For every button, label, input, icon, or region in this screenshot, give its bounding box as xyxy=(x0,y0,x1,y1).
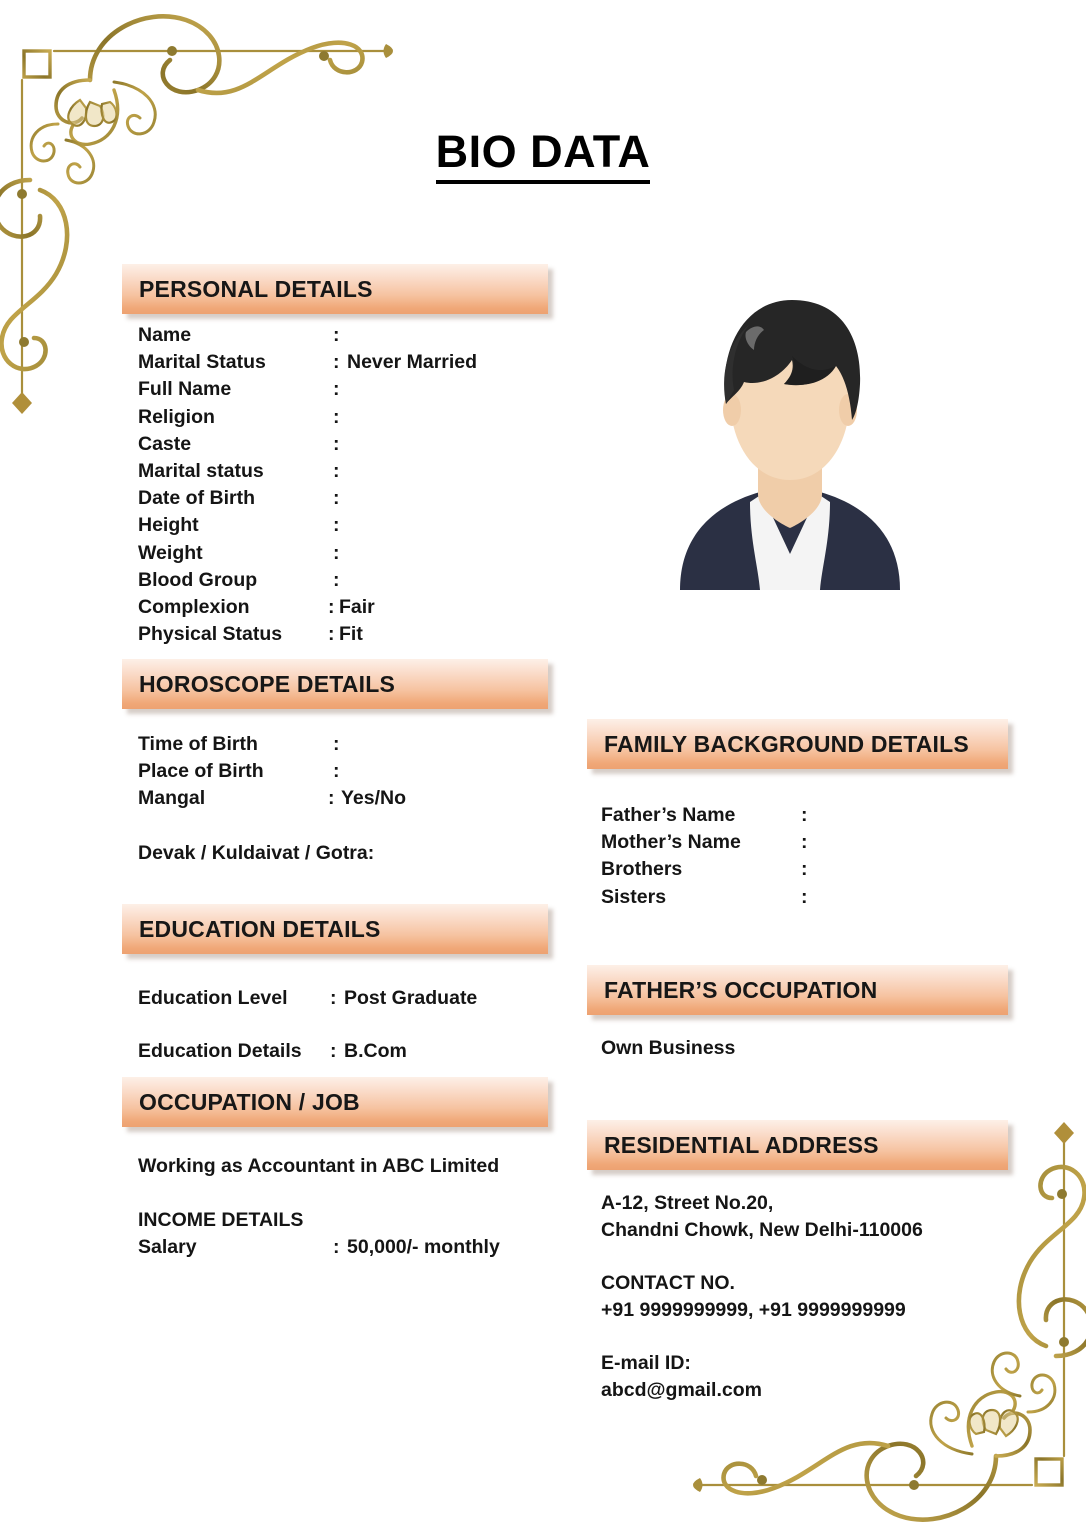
field-separator: : xyxy=(801,885,808,908)
field-label: Physical Status xyxy=(138,623,283,646)
field-row xyxy=(138,512,477,539)
family-background-fields xyxy=(601,802,815,911)
income-details-fields xyxy=(138,1234,500,1261)
field-row xyxy=(138,567,477,594)
field-row xyxy=(138,1234,500,1261)
field-label: Caste xyxy=(138,432,192,455)
email-heading: E-mail ID: xyxy=(601,1352,691,1374)
field-separator: : xyxy=(333,378,340,401)
section-title: OCCUPATION / JOB xyxy=(139,1088,360,1115)
field-label: Date of Birth xyxy=(138,487,255,510)
field-row xyxy=(138,349,477,376)
contact-numbers: +91 9999999999, +91 9999999999 xyxy=(601,1299,906,1321)
address-line-1: A-12, Street No.20, xyxy=(601,1192,774,1214)
contact-heading: CONTACT NO. xyxy=(601,1272,735,1294)
field-separator: : xyxy=(333,568,340,591)
page-title xyxy=(0,126,1086,178)
address-line-2: Chandni Chowk, New Delhi-110006 xyxy=(601,1219,923,1241)
field-value: Fit xyxy=(339,623,363,646)
field-value: Post Graduate xyxy=(344,987,478,1009)
section-title: FATHER’S OCCUPATION xyxy=(604,976,878,1003)
field-separator: : xyxy=(333,324,340,346)
section-header-occupation-job xyxy=(122,1077,548,1127)
education-details-fields xyxy=(138,972,477,1078)
field-label: Education Level xyxy=(138,987,288,1009)
field-row xyxy=(138,322,477,349)
field-row xyxy=(138,1025,477,1078)
field-separator: : xyxy=(801,831,808,854)
field-label: Father’s Name xyxy=(601,804,736,826)
field-row xyxy=(138,758,406,785)
section-header-horoscope-details xyxy=(122,659,548,709)
field-label: Marital Status xyxy=(138,351,266,374)
field-row xyxy=(138,972,477,1025)
field-separator: : xyxy=(328,623,335,646)
field-row xyxy=(138,404,477,431)
section-header-family-background xyxy=(587,719,1008,769)
horoscope-details-fields xyxy=(138,731,406,813)
field-label: Complexion xyxy=(138,596,250,619)
field-separator: : xyxy=(333,460,340,483)
section-header-personal-details xyxy=(122,264,548,314)
field-separator: : xyxy=(333,432,340,455)
field-label: Mangal xyxy=(138,787,206,810)
field-label: Brothers xyxy=(601,858,683,881)
field-label: Weight xyxy=(138,541,203,564)
field-value: Fair xyxy=(339,596,375,619)
field-row xyxy=(138,376,477,403)
field-row xyxy=(601,884,815,911)
section-title: PERSONAL DETAILS xyxy=(139,275,373,302)
page-title-text: BIO DATA xyxy=(436,126,651,184)
field-separator: : xyxy=(333,351,340,374)
field-separator: : xyxy=(333,733,340,755)
field-separator: : xyxy=(333,487,340,510)
field-label: Sisters xyxy=(601,885,667,908)
field-separator: : xyxy=(801,858,808,881)
section-header-education-details xyxy=(122,904,548,954)
field-separator: : xyxy=(328,596,335,619)
field-row xyxy=(138,540,477,567)
field-label: Marital status xyxy=(138,460,264,483)
field-separator: : xyxy=(333,541,340,564)
income-details-heading: INCOME DETAILS xyxy=(138,1209,304,1231)
horoscope-gotra-note: Devak / Kuldaivat / Gotra: xyxy=(138,842,375,864)
field-row xyxy=(601,802,815,829)
field-value: Yes/No xyxy=(341,787,407,810)
section-title: EDUCATION DETAILS xyxy=(139,915,381,942)
avatar xyxy=(634,278,946,590)
field-label: Time of Birth xyxy=(138,733,258,755)
section-header-residential-address xyxy=(587,1120,1008,1170)
section-header-fathers-occupation xyxy=(587,965,1008,1015)
field-label: Place of Birth xyxy=(138,760,264,783)
field-row xyxy=(138,785,406,812)
personal-details-fields xyxy=(138,322,477,648)
fathers-occupation-value: Own Business xyxy=(601,1037,736,1059)
field-separator: : xyxy=(330,987,337,1009)
field-value: 50,000/- monthly xyxy=(347,1236,500,1258)
field-row xyxy=(138,485,477,512)
field-row xyxy=(138,594,477,621)
field-label: Education Details xyxy=(138,1040,302,1062)
field-label: Height xyxy=(138,514,199,537)
section-title: RESIDENTIAL ADDRESS xyxy=(604,1131,879,1158)
field-row xyxy=(138,621,477,648)
field-label: Salary xyxy=(138,1236,197,1258)
field-value: B.Com xyxy=(344,1040,407,1062)
section-title: FAMILY BACKGROUND DETAILS xyxy=(604,730,969,757)
field-value: Never Married xyxy=(347,351,478,374)
field-label: Blood Group xyxy=(138,568,258,591)
field-separator: : xyxy=(333,1236,340,1258)
field-row xyxy=(138,458,477,485)
field-row xyxy=(601,829,815,856)
field-separator: : xyxy=(333,405,340,428)
field-separator: : xyxy=(801,804,808,826)
field-label: Mother’s Name xyxy=(601,831,741,854)
email-address: abcd@gmail.com xyxy=(601,1379,762,1401)
occupation-summary: Working as Accountant in ABC Limited xyxy=(138,1155,500,1177)
field-label: Religion xyxy=(138,405,215,428)
section-title: HOROSCOPE DETAILS xyxy=(139,670,395,697)
field-separator: : xyxy=(330,1040,337,1062)
field-label: Full Name xyxy=(138,378,232,401)
field-separator: : xyxy=(333,514,340,537)
field-row xyxy=(601,856,815,883)
field-label: Name xyxy=(138,324,192,346)
field-row xyxy=(138,731,406,758)
field-separator: : xyxy=(328,787,335,810)
field-row xyxy=(138,431,477,458)
field-separator: : xyxy=(333,760,340,783)
